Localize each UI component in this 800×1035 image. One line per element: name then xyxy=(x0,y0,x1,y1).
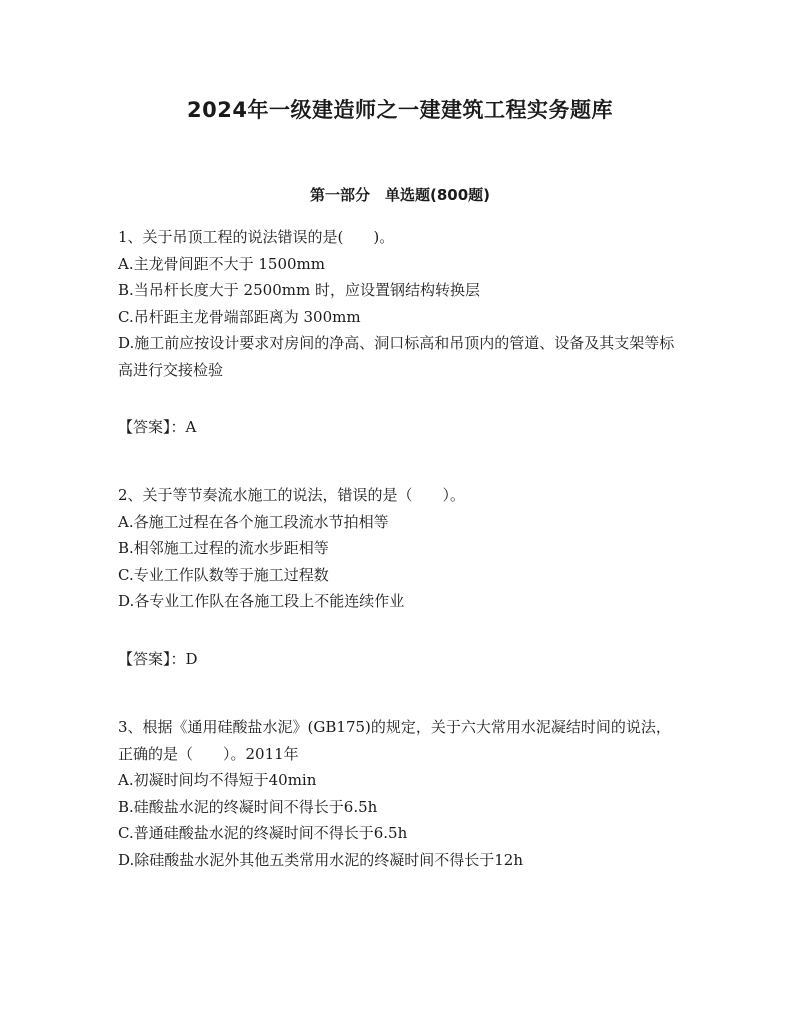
option-d: D.各专业工作队在各施工段上不能连续作业 xyxy=(118,592,405,610)
question-stem: 2、关于等节奏流水施工的说法，错误的是（ ）。 xyxy=(118,486,466,504)
question-2 xyxy=(118,482,678,615)
option-c: C.专业工作队数等于施工过程数 xyxy=(118,565,329,584)
question-1 xyxy=(118,224,678,383)
question-stem: 1、关于吊顶工程的说法错误的是( )。 xyxy=(118,228,395,246)
option-a: A.主龙骨间距不大于 1500mm xyxy=(118,254,325,273)
question-3 xyxy=(118,714,678,873)
question-stem: 3、根据《通用硅酸盐水泥》(GB175)的规定，关于六大常用水泥凝结时间的说法，正确的是（ ）。2011年 xyxy=(118,718,671,763)
option-d: D.施工前应按设计要求对房间的净高、洞口标高和吊顶内的管道、设备及其支架等标高进行交接检验 xyxy=(118,334,675,379)
option-b: B.硅酸盐水泥的终凝时间不得长于6.5h xyxy=(118,797,378,816)
option-a: A.初凝时间均不得短于40min xyxy=(118,771,317,789)
option-b: B.相邻施工过程的流水步距相等 xyxy=(118,539,329,557)
document-title: 2024年一级建造师之一建建筑工程实务题库 xyxy=(187,98,613,122)
option-a: A.各施工过程在各个施工段流水节拍相等 xyxy=(118,512,389,531)
answer-1: 【答案】：A xyxy=(118,418,197,436)
option-d: D.除硅酸盐水泥外其他五类常用水泥的终凝时间不得长于12h xyxy=(118,850,524,869)
option-c: C.吊杆距主龙骨端部距离为 300mm xyxy=(118,307,361,326)
answer-2: 【答案】：D xyxy=(118,650,198,668)
section-title: 第一部分 单选题(800题) xyxy=(309,186,491,204)
option-b: B.当吊杆长度大于 2500mm 时，应设置钢结构转换层 xyxy=(118,281,480,299)
option-c: C.普通硅酸盐水泥的终凝时间不得长于6.5h xyxy=(118,824,408,842)
